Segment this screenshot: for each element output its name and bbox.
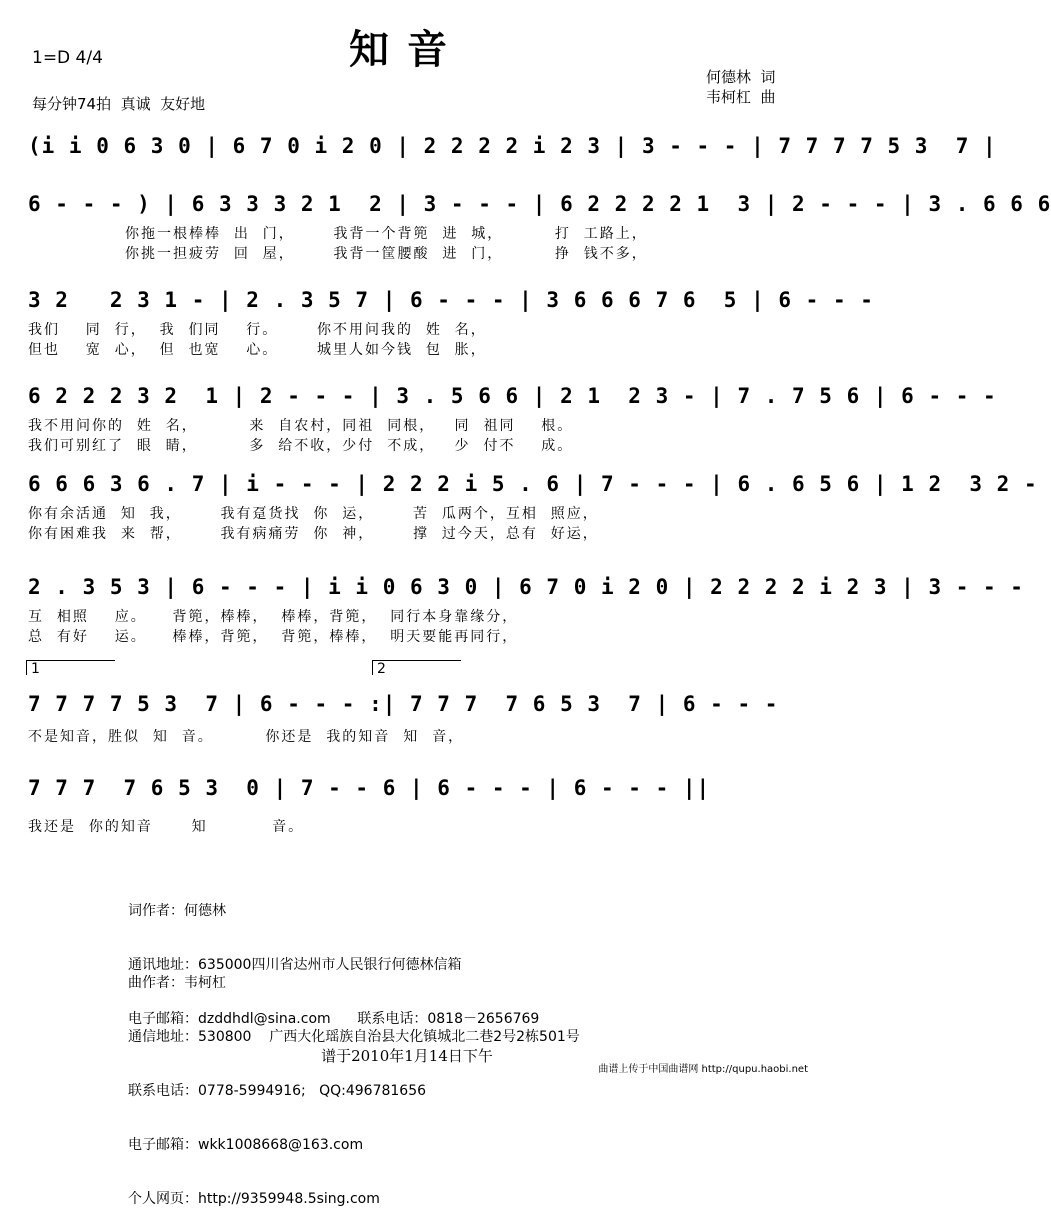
notation-row: 3 2 2 3 1 - | 2 . 3 5 7 | 6 - - - | 3 6 6 6 7 6 5 | 6 - - - — [28, 288, 874, 312]
tempo-marking: 每分钟74拍 真诚 友好地 — [32, 95, 206, 113]
lyrics-verse-1: 互 相照 应。 背篼，棒棒， 棒棒，背篼， 同行本身靠缘分， — [28, 609, 519, 625]
score-line-6 — [0, 575, 1024, 695]
composer-webpage: 个人网页：http://9359948.5sing.com — [128, 1191, 380, 1207]
key-signature: 1=D 4/4 — [32, 48, 103, 68]
notation-row: 7 7 7 7 6 5 3 0 | 7 - - 6 | 6 - - - | 6 - - - || — [28, 776, 711, 800]
lyrics-verse-1: 我不用问你的 姓 名， 来 自农村，同祖 同根， 同 祖同 根。 — [28, 418, 574, 434]
composer-email: 电子邮箱：wkk1008668@163.com — [128, 1137, 364, 1153]
lyrics-verse-2: 但也 宽 心， 但 也宽 心。 城里人如今钱 包 胀， — [28, 342, 487, 358]
watermark: 曲谱上传于中国曲谱网 http://qupu.haobi.net — [598, 1064, 808, 1075]
lyricist-credit: 何德林 词 — [706, 68, 776, 86]
composer-phone: 联系电话：0778-5994916; QQ:496781656 — [128, 1083, 427, 1099]
lyricist-address: 通讯地址：635000四川省达州市人民银行何德林信箱 — [128, 957, 462, 973]
lyrics-verse-2: 总 有好 运。 棒棒，背篼， 背篼，棒棒， 明天要能再同行， — [28, 629, 519, 645]
date-footer: 谱于2010年1月14日下午 — [321, 1047, 493, 1065]
notation-row: 7 7 7 7 5 3 7 | 6 - - - :| 7 7 7 7 6 5 3 7 | 6 - - - — [28, 692, 779, 716]
score-line-5 — [0, 472, 1038, 592]
lyrics-verse-1: 我还是 你的知音 知 音。 — [28, 819, 305, 835]
notation-row: 6 - - - ) | 6 3 3 3 2 1 2 | 3 - - - | 6 2 2 2 2 1 3 | 2 - - - | 3 . 6 6 6 — [28, 192, 1051, 216]
lyrics-verse-1: 我们 同 行， 我 们同 行。 你不用问我的 姓 名， — [28, 322, 487, 338]
lyrics-verse-1: 你拖一根棒棒 出 门， 我背一个背篼 进 城， 打 工路上， — [125, 226, 648, 242]
lyricist-contact: 电子邮箱：dzddhdl@sina.com 联系电话：0818－2656769 — [128, 1011, 540, 1027]
lyrics-verse-1: 你有余活通 知 我， 我有趸货找 你 运， 苦 瓜两个，互相 照应， — [28, 506, 599, 522]
lyrics-verse-2: 你有困难我 来 帮， 我有病痛劳 你 神， 撑 过今天，总有 好运， — [28, 526, 599, 542]
lyrics-verse-2: 你挑一担疲劳 回 屋， 我背一筐腰酸 进 门， 挣 钱不多， — [125, 246, 648, 262]
composer-info — [128, 938, 580, 1226]
composer-credit: 韦柯杠 曲 — [706, 88, 776, 106]
notation-row: 6 6 6 3 6 . 7 | i - - - | 2 2 2 i 5 . 6 | 7 - - - | 6 . 6 5 6 | 1 2 3 2 - — [28, 472, 1038, 496]
volta-1-number: 1 — [31, 661, 40, 677]
volta-2-number: 2 — [377, 661, 386, 677]
composer-address: 通信地址：530800 广西大化瑶族自治县大化镇城北二巷2号2栋501号 — [128, 1029, 580, 1045]
composer-name: 曲作者：韦柯杠 — [128, 975, 226, 991]
lyrics-verse-2: 我们可别红了 眼 睛， 多 给不收，少付 不成， 少 付不 成。 — [28, 438, 574, 454]
notation-row: 2 . 3 5 3 | 6 - - - | i i 0 6 3 0 | 6 7 0 i 2 0 | 2 2 2 2 i 2 3 | 3 - - - — [28, 575, 1024, 599]
lyricist-name: 词作者：何德林 — [128, 903, 226, 919]
lyrics-verse-1: 不是知音，胜似 知 音。 你还是 我的知音 知 音， — [28, 729, 465, 745]
song-title: 知音 — [349, 26, 465, 73]
volta-2-bracket — [372, 660, 461, 675]
volta-1-bracket — [26, 660, 115, 675]
notation-row: 6 2 2 2 3 2 1 | 2 - - - | 3 . 5 6 6 | 2 1 2 3 - | 7 . 7 5 6 | 6 - - - — [28, 384, 997, 408]
notation-row: (i i 0 6 3 0 | 6 7 0 i 2 0 | 2 2 2 2 i 2 3 | 3 - - - | 7 7 7 7 5 3 7 | — [28, 134, 997, 158]
